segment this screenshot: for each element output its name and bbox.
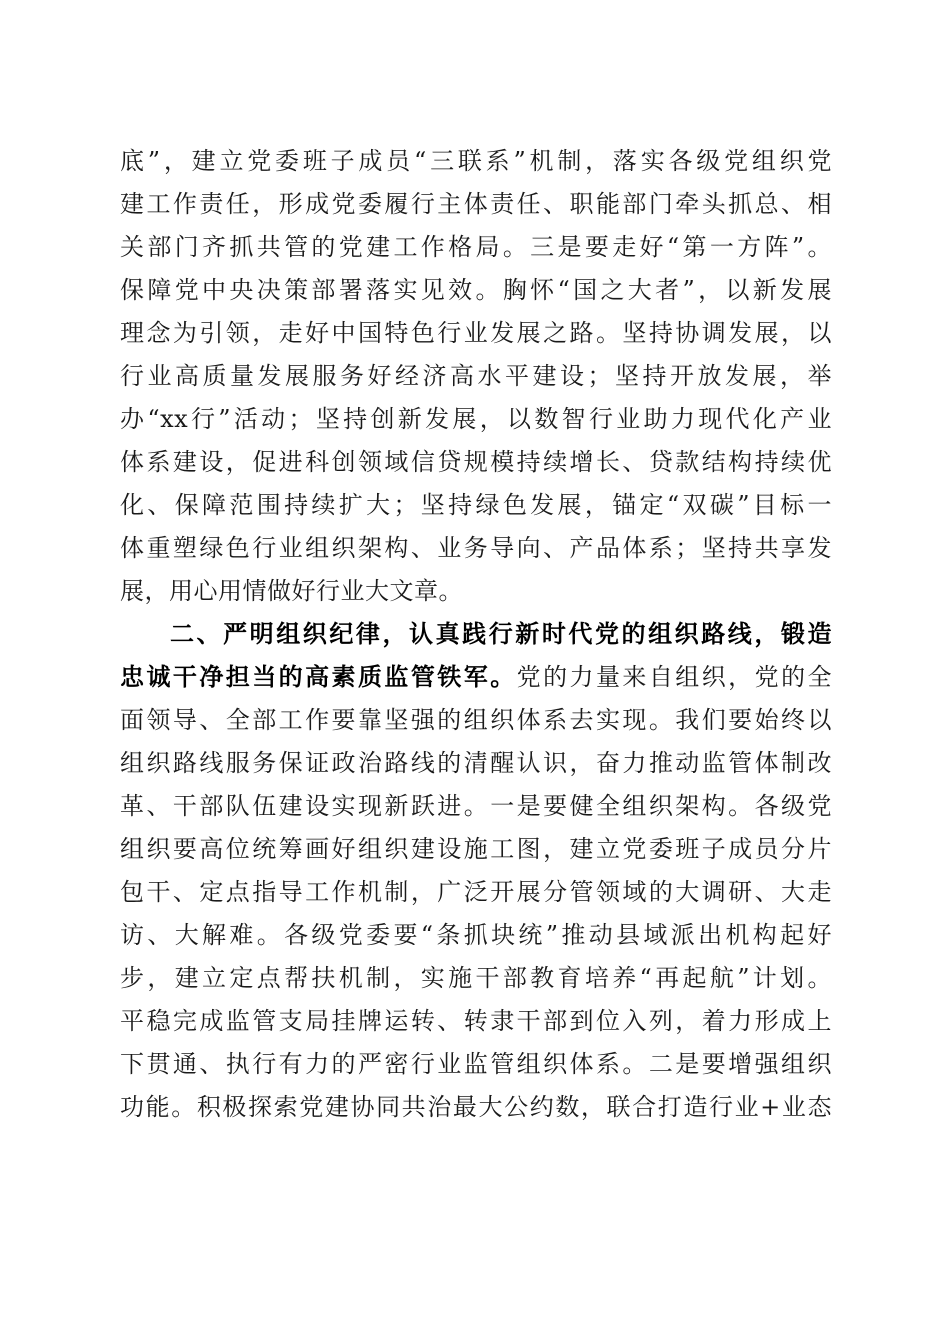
section-heading-continuation bbox=[120, 656, 832, 699]
paragraph-1-line: 关部门齐抓共管的党建工作格局。三是要走好“第一方阵”。 bbox=[120, 233, 832, 261]
paragraph-2-line: 面领导、全部工作要靠坚强的组织体系去实现。我们要始终以 bbox=[120, 706, 832, 734]
paragraph-1-line: 体系建设，促进科创领域信贷规模持续增长、贷款结构持续优 bbox=[120, 448, 832, 476]
paragraph-1-line: 办“xx行”活动；坚持创新发展，以数智行业助力现代化产业 bbox=[120, 405, 832, 433]
paragraph-1-line: 理念为引领，走好中国特色行业发展之路。坚持协调发展，以 bbox=[120, 319, 832, 347]
paragraph-1-line: 行业高质量发展服务好经济高水平建设；坚持开放发展，举 bbox=[120, 362, 832, 390]
paragraph-1-line: 保障党中央决策部署落实见效。胸怀“国之大者”，以新发展 bbox=[120, 276, 832, 304]
paragraph-1-line: 体重塑绿色行业组织架构、业务导向、产品体系；坚持共享发 bbox=[120, 534, 832, 562]
paragraph-2-line: 平稳完成监管支局挂牌运转、转隶干部到位入列，着力形成上 bbox=[120, 1007, 832, 1035]
paragraph-2-line: 组织路线服务保证政治路线的清醒认识，奋力推动监管体制改 bbox=[120, 749, 832, 777]
section-heading-line: 二、严明组织纪律，认真践行新时代党的组织路线，锻造 bbox=[170, 620, 832, 648]
body-text bbox=[120, 140, 832, 1129]
paragraph-1-line: 底”，建立党委班子成员“三联系”机制，落实各级党组织党 bbox=[120, 147, 832, 175]
paragraph-1-line: 建工作责任，形成党委履行主体责任、职能部门牵头抓总、相 bbox=[120, 190, 832, 218]
paragraph-1-last-line: 展，用心用情做好行业大文章。 bbox=[120, 577, 463, 605]
paragraph-2-line: 组织要高位统筹画好组织建设施工图，建立党委班子成员分片 bbox=[120, 835, 832, 863]
paragraph-2-line: 包干、定点指导工作机制，广泛开展分管领域的大调研、大走 bbox=[120, 878, 832, 906]
paragraph-2-line: 步，建立定点帮扶机制，实施干部教育培养“再起航”计划。 bbox=[120, 964, 832, 992]
paragraph-2-line: 下贯通、执行有力的严密行业监管组织体系。二是要增强组织 bbox=[120, 1050, 832, 1078]
paragraph-1-line: 化、保障范围持续扩大；坚持绿色发展，锚定“双碳”目标一 bbox=[120, 491, 832, 519]
section-heading-bold-text: 忠诚干净担当的高素质监管铁军。 bbox=[120, 663, 517, 691]
paragraph-2-line: 革、干部队伍建设实现新跃进。一是要健全组织架构。各级党 bbox=[120, 792, 832, 820]
paragraph-2-line: 访、大解难。各级党委要“条抓块统”推动县域派出机构起好 bbox=[120, 921, 832, 949]
paragraph-2-line: 功能。积极探索党建协同共治最大公约数，联合打造行业+业态 bbox=[120, 1093, 832, 1121]
paragraph-2-lead-text: 党的力量来自组织，党的全 bbox=[516, 663, 833, 691]
